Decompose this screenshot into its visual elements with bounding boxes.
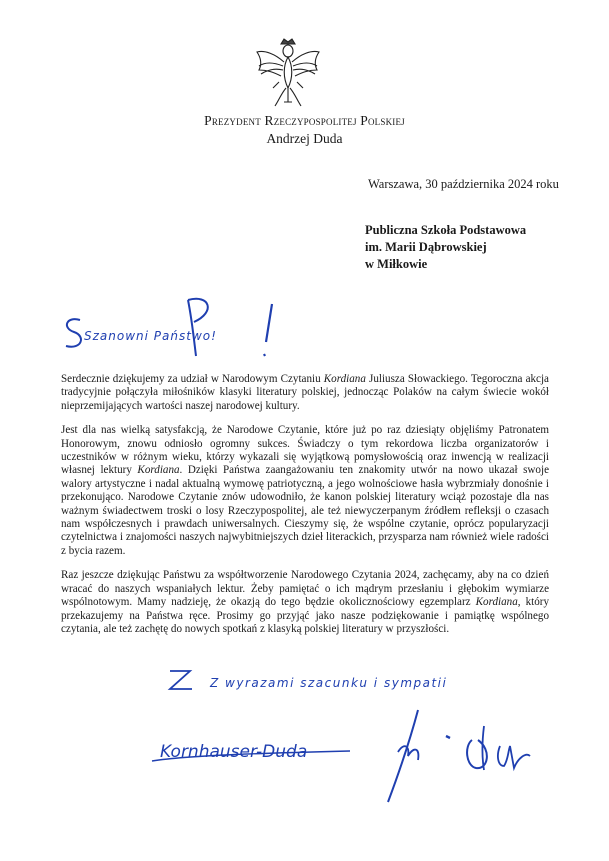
eagle-emblem-icon: [253, 36, 323, 110]
addressee-line: im. Marii Dąbrowskiej: [365, 240, 487, 254]
closing-text: Z wyrazami szacunku i sympatii: [210, 676, 448, 690]
letter-body: [61, 373, 549, 647]
addressee-block: [365, 222, 526, 273]
addressee-line: w Miłkowie: [365, 257, 428, 271]
body-paragraph: Serdecznie dziękujemy za udział w Narodowym Czytaniu Kordiana Juliusza Słowackiego. Tegoroczna akcja tradycyjnie połączyła miłośników klasyki literatury polskiej, jednocząc Polaków na całym świecie wokół nieprzemijających wartości naszej narodowej kultury.: [61, 373, 549, 412]
signature-left-text: Kornhauser-Duda: [160, 742, 308, 762]
body-paragraph: Jest dla nas wielką satysfakcją, że Narodowe Czytanie, które już po raz dziesiąty objęliśmy Patronatem Honorowym, znowu odniosło ogromny sukces. Świadczy o tym rekordowa liczba organizatorów i uczestników w różnym wieku, którzy wykazali się wyjątkową pomysłowością oraz inwencją w realizacji własnej lektury Kordiana. Dzięki Państwa zaangażowaniu ten znakomity utwór na nowo ukazał swoje walory artystyczne i nadal aktualną wymowę patriotyczną, a jego wolnościowe hasła wybrzmiały donośnie i przekonująco. Narodowe Czytanie znów udowodniło, że kanon polskiej literatury wciąż pozostaje dla nas ważnym świadectwem troski o losy Rzeczypospolitej, ale też niewyczerpanym źródłem refleksji o czasach nam współczesnych i prawdach uniwersalnych. Cieszymy się, że wspólne czytanie, oprócz popularyzacji czytelnictwa i znajomości naszych najwybitniejszych dzieł literackich, przysparza nam również wiele radości z bycia razem.: [61, 424, 549, 557]
signature-left: [150, 725, 355, 785]
dateline: Warszawa, 30 października 2024 roku: [368, 177, 559, 191]
president-signature-icon: [380, 690, 550, 810]
handwritten-salutation: [60, 290, 290, 365]
addressee-line: Publiczna Szkoła Podstawowa: [365, 223, 527, 237]
body-paragraph: Raz jeszcze dziękując Państwu za współtworzenie Narodowego Czytania 2024, zachęcamy, aby na co dzień wracać do naszych wspaniałych lektur. Żeby pamiętać o ich mądrym przesłaniu i głębokim wymiarze wspólnotowym. Mamy nadzieję, że okazją do tego będzie okolicznościowy egzemplarz Kordiana, który przekazujemy na Państwa ręce. Prosimy go przyjąć jako nasze podziękowanie i pamiątkę wspólnego czytania, ale też zachętę do nowych spotkań z klasyką polskiej literatury w przyszłości.: [61, 569, 549, 635]
salutation-text: Szanowni Państwo!: [84, 329, 217, 343]
office-holder-name: Andrzej Duda: [266, 131, 343, 146]
office-title: Prezydent Rzeczypospolitej Polskiej: [204, 113, 405, 128]
